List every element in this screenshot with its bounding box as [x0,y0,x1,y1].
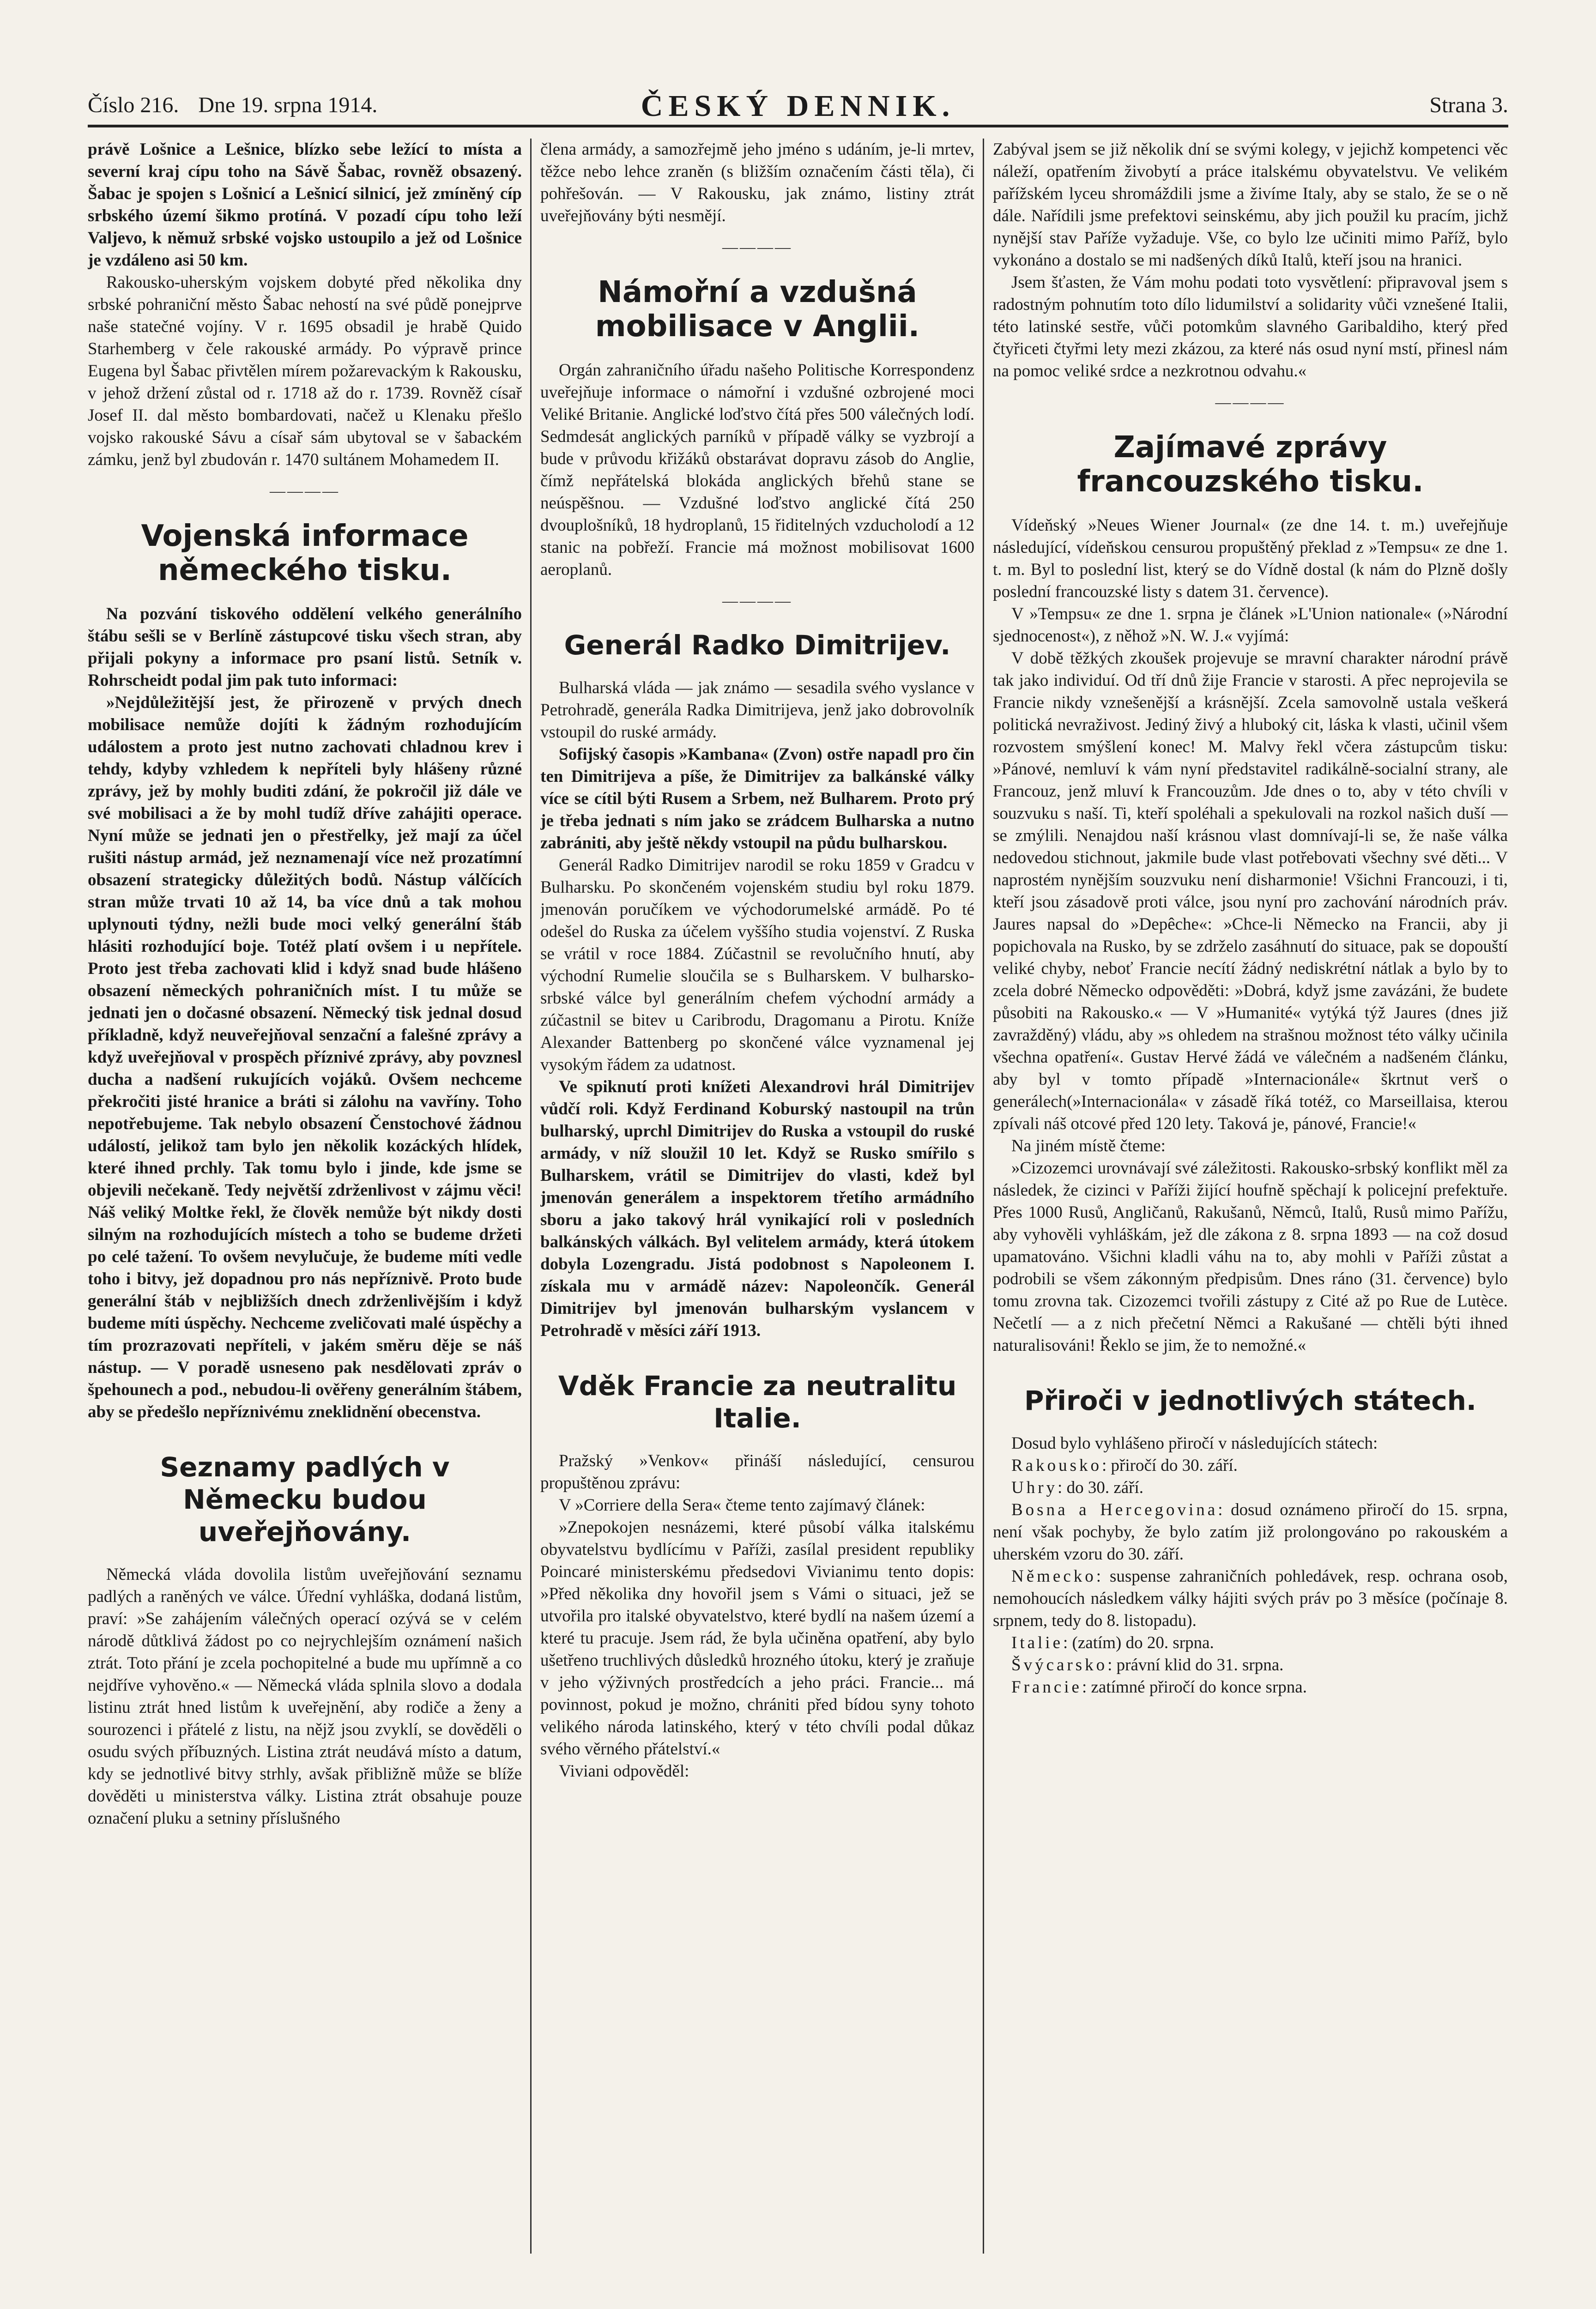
moratorium-text: : (zatím) do 20. srpna. [1063,1633,1214,1652]
headline-radko-dimitrijev: Generál Radko Dimitrijev. [564,629,951,661]
moratorium-bosnia [993,1499,1508,1566]
country-label: Rakousko [1011,1456,1102,1475]
article-continuation: Zabýval jsem se již několik dní se svými kolegy, v jejichž kompetenci věc náleží, opatřením živobytí a práce italskému obyvatelstvu. Ve velikém pařížském lyceu shromáždili jsme a živíme Italy, aby se stalo, že se o ně dále. Nařídili jsme prefektovi seinskému, aby jich použil ku pracím, jichž nynější stav Paříže vyžaduje. Vše, co bylo lze učiniti mimo Paříž, bylo vykonáno a dostalo se mi nadšených díků Italů, kteří jsou na hranici. [993,140,1508,270]
headline-moratorium: Přiroči v jednotlivých státech. [1024,1385,1476,1416]
issue-date: Dne 19. srpna 1914. [198,93,378,117]
paragraph: V »Corriere della Sera« čteme tento zajímavý článek: [559,1496,925,1515]
paragraph: »Znepokojen nesnázemi, které působí válka italskému obyvatelstvu bydlícímu v Paříži, zasílal president republiky Poincaré ministerskému předsedovi Vivianimu tento dopis: »Před několika dny hovořil jsem s Vámi o situaci, jež se utvořila pro italské obyvatelstvo, které bydlí na našem území a které tu pracuje. Jsem rád, že byla učiněna opatření, aby bylo ušetřeno truchlivých důsledků hrozného útoku, který je zraňuje v jeho výživných prostředcích a jeho práci. Francie... má povinnost, pokud je možno, chrániti před bídou syny tohoto velikého národa latinského, který v této chvíli podal důkaz svého věrného přátelství.« [540,1518,974,1759]
column-2 [540,139,974,2254]
country-label: Německo [1011,1567,1096,1586]
paragraph: Na jiném místě čteme: [1011,1136,1166,1155]
moratorium-text: : přiročí do 30. září. [1102,1456,1238,1475]
paragraph: Orgán zahraničního úřadu našeho Politische Korrespondenz uveřejňuje informace o námořní i vzdušné ozbrojené moci Veliké Britanie. Anglické loďstvo čítá přes 500 válečných lodí. Sedmdesát anglických parníků v případě války se vyzbrojí a bude v průvodu křižáků obstarávat dopravu zásob do Anglie, čímž nepřátelská blokáda anglických břehů stane se neúspěšnou. — Vzdušné loďstvo anglické čítá 250 dvouplošníků, 18 hydroplanů, 15 řiditelných vzducholodí a 12 stanic na pobřeží. Francie má možnost mobilisovat 1600 aeroplanů. [540,361,974,579]
moratorium-text: : dosud oznámeno přiročí do 15. srpna, není však pochyby, že bylo zatím již prolongováno po rakouském a uherském vzoru do 30. září. [993,1500,1508,1564]
page-number: Strana 3. [1429,93,1508,117]
moratorium-germany [993,1566,1508,1632]
paragraph: Pražský »Venkov« přináší následující, censurou propuštěnou zprávu: [540,1451,974,1493]
country-label: Uhry [1011,1478,1058,1497]
paragraph: »Nejdůležitější jest, že přirozeně v prvých dnech mobilisace nemůže dojíti k žádným rozhodujícím událostem a proto jest nutno zachovati chladnou krev i tehdy, kdyby vzhledem k nepříteli byly hlášeny různé zprávy, jež by mohly buditi zdání, že pokročil již dále ve své mobilisaci a že by mohl tudíž dříve zahájiti operace. Nyní může se jednati jen o přestřelky, jež mají za účel rušiti nástup armád, jež neznamenají více než prozatímní obsazení strategicky důležitých bodů. Nástup válčících stran může trvati 10 až 14, ba více dnů a tak mohou uplynouti týdny, nežli bude moci velký generální štáb hlásiti rozhodující boje. Totéž platí ovšem i u nepřítele. Proto jest třeba zachovati klid i když snad bude hlášeno obsazení německých pohraničních míst. I tu může se jednati jen o dočasné obsazení. Německý tisk jednal dosud příkladně, když neuveřejňoval senzační a falešné zprávy a když uveřejňoval v prospěch příznivé zprávy, aby povznesl ducha a nadšení rukujících vojáků. Ovšem nechceme překročiti jisté hranice a bráti si zálohu na vavříny. Toho nepotřebujeme. Tak nebylo obsazení Čenstochové žádnou událostí, jelikož tam bylo jen několik kozáckých hlídek, které ihned prchly. Tak tomu bylo i jinde, kde jsme se objevili nečekaně. Tedy největší zdrženlivost v zájmu věci! Náš veliký Moltke řekl, že člověk nemůže být nikdy dosti silným na rozhodujících místech a toho se budeme držeti po celé tažení. To ovšem nevylučuje, že budeme míti vedle toho i bitvy, jež dopadnou pro nás nepříznivě. Proto bude generální štáb v nejbližších dnech zdrženlivějším i když budeme míti úspěchy. Nechceme zveličovati malé úspěchy a tím prozrazovati nepříteli, v jakém směru děje se náš nástup. — V poradě usneseno pak nesdělovati zpráv o špehounech a pod., nebudou-li ověřeny generálním štábem, aby se předešlo nepříznivému zneklidnění obecenstva. [88,693,522,1421]
separator: ———— [1215,394,1286,411]
separator: ———— [722,592,792,610]
country-label: Italie [1011,1633,1064,1652]
moratorium-austria [993,1455,1508,1477]
moratorium-text: : právní klid do 31. srpna. [1107,1656,1284,1674]
country-label: Francie [1011,1678,1082,1697]
article-continuation: člena armády, a samozřejmě jeho jméno s udáním, je-li mrtev, těžce nebo lehce zraněn (s bližším označením části těla), či pohřešován. — V Rakousku, jak známo, listiny ztrát uveřejňovány býti nesmějí. [540,140,974,225]
column-3 [993,139,1508,2254]
moratorium-france [993,1676,1508,1699]
paragraph: Vídeňský »Neues Wiener Journal« (ze dne 14. t. m.) uveřejňuje následující, vídeňskou censurou propuštěný překlad z »Tempsu« ze dne 1. t. m. Byl to poslední list, který se do Vídně dostal (k nám do Plzně došly poslední francouzské listy s datem 31. července). [993,516,1508,601]
paragraph: Bulharská vláda — jak známo — sesadila svého vyslance v Petrohradě, generála Radka Dimitrijeva, jenž jako dobrovolník vstoupil do ruské armády. [540,678,974,742]
paragraph: V době těžkých zkoušek projevuje se mravní charakter národní právě tak jako individuí. Od tří dnů žije Francie v starosti. A přec neprojevila se Francie nikdy vznešenější a krásnější. Zcela samovolně ustala veškerá politická nevraživost. Jediný živý a hluboký cit, láska k vlasti, učinil všem rozvostem smýšlení konec! M. Malvy řekl včera zástupcům tisku: »Pánové, nemluví k vám nyní představitel radikálně-socialní strany, ale Francouz, jenž mluví k Francouzům. Jde dnes o to, aby v této chvíli v souzvuku s naší. Ti, kteří spoléhali a spekulovali na rozkol našich duší — se zmýlili. Nenajdou naší krásnou vlast domnívají-li se, že naše válka nedovedou stichnout, jakmile bude vlast potřebovati všechny své děti... V naprostém nynějším souzvuku není disharmonie! Všichni Francouzi, i ti, kteří jsou zásadově proti válce, jsou nyní pro zachování národních práv. Jaures napsal do »Depêche«: »Chce-li Německo na Francii, aby ji popichovala na Rusko, by se zdrželo zasáhnutí do situace, pak se dopouští veliké chyby, neboť Francie necítí žádný nediskrétní nátlak a bylo by to zcela dobré Německo odpověděti: »Dobrá, když jsme zavázáni, že budete působiti na Rakousko.« — V »Humanité« vytýká týž Jaures (dnes již zavražděný) vládu, aby »s ohledem na strašnou možnost této války učinila všechna opatření«. Gustav Hervé žádá ve válečném a nadšeném článku, aby byl v tomto případě »Internacionále« škrtnut verš o generálech(»Internacionála« v zásadě říká totéž, co Marseillaisa, kterou zpívali náš otcové před 120 lety. Taková je, pánové, Francie!« [993,649,1508,1133]
article-continuation: právě Lošnice a Lešnice, blízko sebe ležící to místa a severní kraj cípu toho na Sávě Šabac, rovněž obsazený. Šabac je spojen s Lošnicí a Lešnicí silnicí, jež zmíněný cíp srbského území šikmo protíná. V pozadí cípu toho leží Valjevo, k němuž srbské vojsko ustoupilo a jež od Lošnice je vzdáleno asi 50 km. [88,140,522,270]
paragraph: Německá vláda dovolila listům uveřejňování seznamu padlých a raněných ve válce. Úřední vyhláška, dodaná listům, praví: »Se zahájením válečných operací ozývá se v celém národě důtklivá žádost po co nejrychlejším oznámení našich ztrát. Toto přání je zcela pochopitelné a bude mu upřímně a co nejdříve vyhověno.« — Německá vláda splnila slovo a dodala listinu ztrát hned listům k uveřejnění, aby rodiče a ženy a sourozenci i přátelé z listu, na nějž jsou zvyklí, se dověděli o osudu svých příbuzných. Listina ztrát neudává místo a datum, kdy se jednotlivé bitvy strhly, avšak přibližně může se blíže dověděti u ministerstva války. Listina ztrát obsahuje pouze označení pluku a setniny příslušného [88,1565,522,1828]
issue-number: Číslo 216. [88,93,179,117]
column-divider [983,139,984,2254]
paragraph: Na pozvání tiskového oddělení velkého generálního štábu sešli se v Berlíně zástupcové tisku všech stran, aby přijali pokyny a informace pro psaní listů. Setník v. Rohrscheidt podal jim pak tuto informaci: [88,604,522,690]
paragraph: Rakousko-uherským vojskem dobyté před několika dny srbské pohraniční město Šabac nehostí na své půdě ponejprve naše statečné vojíny. V r. 1695 obsadil je hrabě Quido Starhemberg v čele rakouské armády. Po výpravě prince Eugena byl Šabac přivtělen mírem požarevackým k Rakousku, v jehož držení zůstal od r. 1718 až do r. 1739. Rovněž císař Josef II. dal město bombardovati, načež u Klenaku přešlo vojsko rakouské Sávu a císař sám ubytoval se v šabackém zámku, jenž byl zbudován r. 1470 sultánem Mohamedem II. [88,273,522,469]
moratorium-switzerland [993,1654,1508,1676]
paragraph: Viviani odpověděl: [559,1762,689,1781]
paragraph: Dosud bylo vyhlášeno přiročí v následujících státech: [1011,1434,1378,1453]
paragraph: V »Tempsu« ze dne 1. srpna je článek »L'Union nationale« (»Národní sjednocenost«), z něhož »N. W. J.« vyjímá: [993,604,1508,646]
headline-french-press: Zajímavé zprávy francouzského tisku. [1077,430,1424,499]
moratorium-text: : do 30. září. [1058,1478,1144,1497]
country-label: Švýcarsko [1011,1656,1108,1674]
paragraph: »Cizozemci urovnávají své záležitosti. Rakousko-srbský konflikt měl za následek, že cizinci v Paříži žijící houfně spěchají k policejní prefektuře. Přes 1000 Rusů, Angličanů, Rakušanů, Němců, Italů, Rusů mimo Pařížu, aby vyhověli vyhláškám, jež dle zákona z 8. srpna 1893 — na což dosud upamatováno. Všichni kladli váhu na to, aby mohli v Paříži zůstat a podrobili se všem zákonným předpisům. Dnes ráno (31. července) bylo tomu zrovna tak. Cizozemci tvořili zástupy z Cité až po Rue de Lutèce. Nečetlí — a z nich přečetní Němci a Rakušané — chtěli býti ihned naturalisováni! Řeklo se jim, že to nemožné.« [993,1159,1508,1355]
headline-casualty-lists: Seznamy padlých v Německu budou uveřejňovány. [160,1451,450,1547]
headline-military-information: Vojenská informace německého tisku. [141,519,469,587]
separator: ———— [722,239,792,256]
newspaper-title: ČESKÝ DENNIK. [641,89,955,123]
masthead [88,88,1508,127]
paragraph: Jsem šťasten, že Vám mohu podati toto vysvětlení: připravoval jsem s radostným pohnutím toto dílo lidumilství a solidarity vůči vznešené Italii, této latinské sestře, vůči potomkům slavného Garibaldiho, který před čtyřiceti čtyřmi lety mezi zkázou, za které nás osud nyní mstí, přinesl nám na pomoc veliké srdce a nezkrotnou odvahu.« [993,273,1508,381]
column-divider [530,139,532,2254]
country-label: Bosna a Hercegovina [1011,1500,1218,1519]
paragraph: Generál Radko Dimitrijev narodil se roku 1859 v Gradcu v Bulharsku. Po skončeném vojenském studiu byl roku 1879. jmenován poručíkem ve východorumelské armádě. Po té odešel do Ruska za účelem vyššího studia vojenství. Z Ruska se vrátil v roce 1884. Zúčastnil se revolučního hnutí, aby východní Rumelie sloučila se s Bulharskem. V bulharsko-srbské válce byl generálním chefem východní armády a zúčastnil se bitev u Caribrodu, Dragomanu a Pirotu. Kníže Alexander Battenberg po skončené válce vyznamenal jej vysokým řádem za udatnost. [540,856,974,1074]
column-1 [88,139,522,2254]
separator: ———— [270,483,340,500]
headline-naval-mobilisation: Námořní a vzdušná mobilisace v Anglii. [595,275,920,344]
moratorium-text: : zatímné přiročí do konce srpna. [1082,1678,1307,1697]
moratorium-hungary [993,1477,1508,1499]
paragraph: Ve spiknutí proti knížeti Alexandrovi hrál Dimitrijev vůdčí roli. Když Ferdinand Koburský nastoupil na trůn bulharský, uprchl Dimitrijev do Ruska a vstoupil do ruské armády, v níž sloužil 10 let. Když se Rusko smířilo s Bulharskem, vrátil se Dimitrijev do vlasti, kdež byl jmenován generálem a inspektorem třetího armádního sboru a jako takový hrál vynikající roli v posledních balkánských válkách. Byl velitelem armády, která útokem dobyla Lozengradu. Jistá podobnost s Napoleonem I. získala mu v armádě název: Napoleončík. Generál Dimitrijev byl jmenován bulharským vyslancem v Petrohradě v měsíci září 1913. [540,1077,974,1340]
paragraph: Sofijský časopis »Kambana« (Zvon) ostře napadl pro čin ten Dimitrijeva a píše, že Dimitrijev za balkánské války více se cítil býti Rusem a Srbem, než Bulharem. Proto prý je třeba jednati s ním jako se zrádcem Bulharska a nutno zabrániti, aby ještě někdy vstoupil na půdu bulharskou. [540,745,974,852]
headline-gratitude-of-france: Vděk Francie za neutralitu Italie. [558,1370,957,1434]
moratorium-italy [993,1632,1508,1654]
moratorium-text: : suspense zahraničních pohledávek, resp. ochrana osob, nemohoucích následkem války hájiti svých práv po 3 měsíce (počínaje 8. srpnem, tedy do 8. listopadu). [993,1567,1508,1630]
